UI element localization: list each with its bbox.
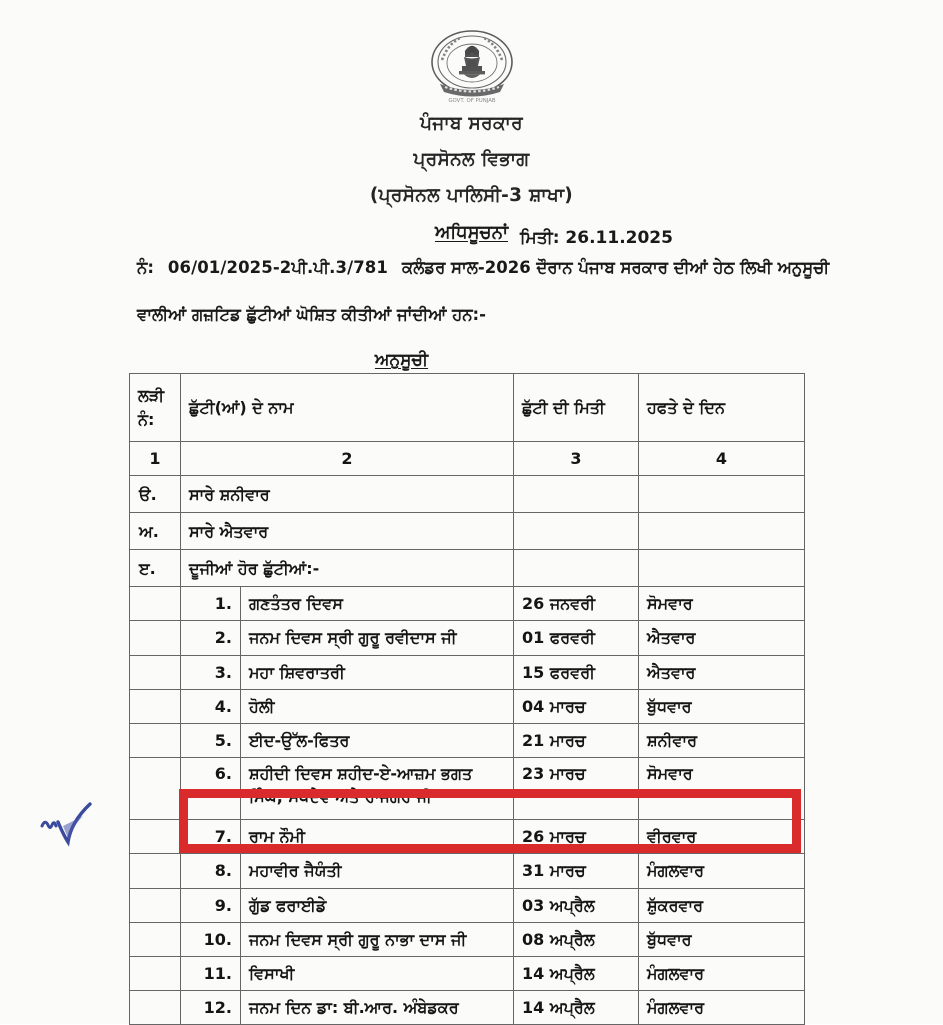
letter-row-day-2 [639, 513, 805, 550]
holiday-weekday: ਐਤਵਾਰ [639, 655, 805, 689]
org-line-3: (ਪ੍ਰਸੋਨਲ ਪਾਲਿਸੀ-3 ਸ਼ਾਖਾ) [369, 185, 574, 207]
holiday-name [241, 655, 514, 689]
table-row [130, 513, 805, 550]
holiday-serial-blank [130, 655, 181, 689]
holiday-name-line-1: ਸ਼ਹੀਦੀ ਦਿਵਸ ਸ਼ਹੀਦ-ਏ-ਆਜ਼ਮ ਭਗਤ [249, 764, 473, 784]
holiday-weekday: ਸੋਮਵਾਰ [639, 587, 805, 621]
holiday-name [241, 991, 514, 1025]
holiday-number: 8. [181, 854, 241, 888]
holiday-date: 14 ਅਪ੍ਰੈਲ [514, 991, 639, 1025]
holiday-weekday: ਮੰਗਲਵਾਰ [639, 956, 805, 990]
column-number-3: 3 [514, 442, 639, 476]
holiday-serial-blank [130, 888, 181, 922]
table-header-row [130, 374, 805, 442]
holiday-name-line-1: ਈਦ-ਉੱਲ-ਫਿਤਰ [249, 730, 350, 750]
date-value: 26.11.2025 [565, 228, 673, 248]
holiday-number: 6. [181, 758, 241, 820]
column-number-4: 4 [639, 442, 805, 476]
table-row [130, 550, 805, 587]
holiday-serial-blank [130, 922, 181, 956]
holiday-date: 26 ਜਨਵਰੀ [514, 587, 639, 621]
holiday-number: 1. [181, 587, 241, 621]
holiday-schedule-table [129, 373, 805, 1025]
table-row [130, 655, 805, 689]
holiday-name-line-1: ਰਾਮ ਨੌਮੀ [249, 827, 305, 847]
column-number-2: 2 [181, 442, 514, 476]
holiday-name-line-1: ਗਣਤੰਤਰ ਦਿਵਸ [249, 594, 343, 614]
column-header-serial: ਲੜੀ ਨੰ: [130, 374, 181, 442]
org-line-1: ਪੰਜਾਬ ਸਰਕਾਰ [420, 113, 523, 134]
column-header-holiday-name: ਛੁੱਟੀ(ਆਂ) ਦੇ ਨਾਮ [181, 374, 514, 442]
table-row [130, 689, 805, 723]
holiday-serial-blank [130, 689, 181, 723]
holiday-weekday: ਬੁੱਧਵਾਰ [639, 689, 805, 723]
holiday-date: 01 ਫਰਵਰੀ [514, 621, 639, 655]
table-row [130, 888, 805, 922]
column-header-week-day: ਹਫਤੇ ਦੇ ਦਿਨ [639, 374, 805, 442]
holiday-number: 10. [181, 922, 241, 956]
holiday-date: 31 ਮਾਰਚ [514, 854, 639, 888]
holiday-number: 5. [181, 723, 241, 757]
holiday-number: 12. [181, 991, 241, 1025]
holiday-name [241, 854, 514, 888]
punjab-government-emblem-icon [426, 22, 518, 108]
holiday-date: 04 ਮਾਰਚ [514, 689, 639, 723]
memo-body-line-2: ਵਾਲੀਆਂ ਗਜ਼ਟਿਡ ਛੁੱਟੀਆਂ ਘੋਸ਼ਿਤ ਕੀਤੀਆਂ ਜਾਂਦੀਆਂ ਹਨ:- [137, 305, 486, 324]
holiday-name-line-1: ਜਨਮ ਦਿਵਸ ਸ੍ਰੀ ਗੁਰੂ ਰਵੀਦਾਸ ਜੀ [249, 628, 457, 648]
holiday-serial-blank [130, 587, 181, 621]
date-label: ਮਿਤੀ: [520, 228, 560, 248]
holiday-name [241, 956, 514, 990]
document-date [0, 228, 943, 248]
table-row [130, 723, 805, 757]
holiday-name [241, 758, 514, 820]
holiday-weekday: ਐਤਵਾਰ [639, 621, 805, 655]
holiday-date: 03 ਅਪ੍ਰੈਲ [514, 888, 639, 922]
letter-row-text-3: ਦੂਜੀਆਂ ਹੋਰ ਛੁੱਟੀਆਂ:- [181, 550, 514, 587]
handwritten-check-mark [38, 796, 108, 854]
schedule-title: ਅਨੁਸੂਚੀ [374, 350, 429, 370]
holiday-serial-blank [130, 820, 181, 854]
holiday-serial-blank [130, 723, 181, 757]
table-column-number-row [130, 442, 805, 476]
holiday-name [241, 922, 514, 956]
holiday-serial-blank [130, 621, 181, 655]
holiday-number: 7. [181, 820, 241, 854]
table-row [130, 991, 805, 1025]
holiday-name [241, 621, 514, 655]
holiday-name-line-1: ਹੋਲੀ [249, 696, 275, 716]
holiday-name [241, 723, 514, 757]
holiday-serial-blank [130, 991, 181, 1025]
letter-row-day-1 [639, 476, 805, 513]
holiday-name [241, 888, 514, 922]
holiday-name-line-1: ਮਹਾ ਸ਼ਿਵਰਾਤਰੀ [249, 662, 345, 682]
table-row [130, 820, 805, 854]
svg-text:GOVT. OF PUNJAB: GOVT. OF PUNJAB [447, 98, 496, 104]
holiday-serial-blank [130, 758, 181, 820]
holiday-date: 21 ਮਾਰਚ [514, 723, 639, 757]
org-line-2: ਪ੍ਰਸੋਨਲ ਵਿਭਾਗ [413, 149, 530, 171]
holiday-number: 4. [181, 689, 241, 723]
holiday-name [241, 587, 514, 621]
holiday-weekday: ਸੋਮਵਾਰ [639, 758, 805, 820]
table-row [130, 758, 805, 820]
holiday-number: 9. [181, 888, 241, 922]
column-header-holiday-date: ਛੁੱਟੀ ਦੀ ਮਿਤੀ [514, 374, 639, 442]
holiday-date: 14 ਅਪ੍ਰੈਲ [514, 956, 639, 990]
holiday-weekday: ਸ਼ੁੱਕਰਵਾਰ [639, 888, 805, 922]
table-row [130, 854, 805, 888]
holiday-weekday: ਮੰਗਲਵਾਰ [639, 854, 805, 888]
letter-marker-1: ੳ. [130, 476, 181, 513]
holiday-name-line-1: ਗੁੱਡ ਫਰਾਈਡੇ [249, 895, 327, 915]
holiday-name-line-1: ਵਿਸਾਖੀ [249, 963, 295, 983]
holiday-date: 15 ਫਰਵਰੀ [514, 655, 639, 689]
memo-body-line-1: ਕਲੰਡਰ ਸਾਲ-2026 ਦੌਰਾਨ ਪੰਜਾਬ ਸਰਕਾਰ ਦੀਆਂ ਹੇਠ ਲਿਖੀ ਅਨੁਸੂਚੀ [401, 258, 830, 277]
table-row [130, 587, 805, 621]
holiday-name-line-1: ਜਨਮ ਦਿਨ ਡਾ: ਬੀ.ਆਰ. ਅੰਬੇਡਕਰ [249, 998, 459, 1018]
memo-number-label: ਨੰ: [137, 258, 154, 277]
holiday-date: 23 ਮਾਰਚ [514, 758, 639, 820]
holiday-weekday: ਸ਼ਨੀਵਾਰ [639, 723, 805, 757]
memo-number-line [137, 258, 848, 278]
letter-row-date-1 [514, 476, 639, 513]
holiday-name [241, 820, 514, 854]
holiday-name-line-1: ਮਹਾਵੀਰ ਜੈਯੰਤੀ [249, 861, 342, 881]
holiday-serial-blank [130, 956, 181, 990]
letter-row-text-1: ਸਾਰੇ ਸ਼ਨੀਵਾਰ [181, 476, 514, 513]
letter-marker-2: ਅ. [130, 513, 181, 550]
holiday-date: 08 ਅਪ੍ਰੈਲ [514, 922, 639, 956]
holiday-serial-blank [130, 854, 181, 888]
holiday-weekday: ਮੰਗਲਵਾਰ [639, 991, 805, 1025]
document-header [0, 0, 943, 243]
letter-row-date-2 [514, 513, 639, 550]
notification-heading: ਅਧਿਸੂਚਨਾਂ [434, 222, 509, 244]
holiday-number: 3. [181, 655, 241, 689]
table-row [130, 621, 805, 655]
holiday-weekday: ਬੁੱਧਵਾਰ [639, 922, 805, 956]
letter-row-date-3 [514, 550, 639, 587]
holiday-name [241, 689, 514, 723]
memo-number-value: 06/01/2025-2ਪੀ.ਪੀ.3/781 [167, 258, 388, 277]
holiday-date: 26 ਮਾਰਚ [514, 820, 639, 854]
column-number-1: 1 [130, 442, 181, 476]
holiday-name-line-2: ਸਿੰਘ, ਸਖਦੇਵ ਅਤੇ ਰਾਜਗਰ ਜੀ [249, 787, 432, 807]
holiday-number: 11. [181, 956, 241, 990]
holiday-schedule-table-wrapper [129, 373, 804, 1025]
letter-marker-3: ੲ. [130, 550, 181, 587]
letter-row-text-2: ਸਾਰੇ ਐਤਵਾਰ [181, 513, 514, 550]
holiday-name-line-1: ਜਨਮ ਦਿਵਸ ਸ੍ਰੀ ਗੁਰੂ ਨਾਭਾ ਦਾਸ ਜੀ [249, 929, 467, 949]
holiday-weekday: ਵੀਰਵਾਰ [639, 820, 805, 854]
table-row [130, 956, 805, 990]
holiday-number: 2. [181, 621, 241, 655]
letter-row-day-3 [639, 550, 805, 587]
table-row [130, 476, 805, 513]
table-row [130, 922, 805, 956]
